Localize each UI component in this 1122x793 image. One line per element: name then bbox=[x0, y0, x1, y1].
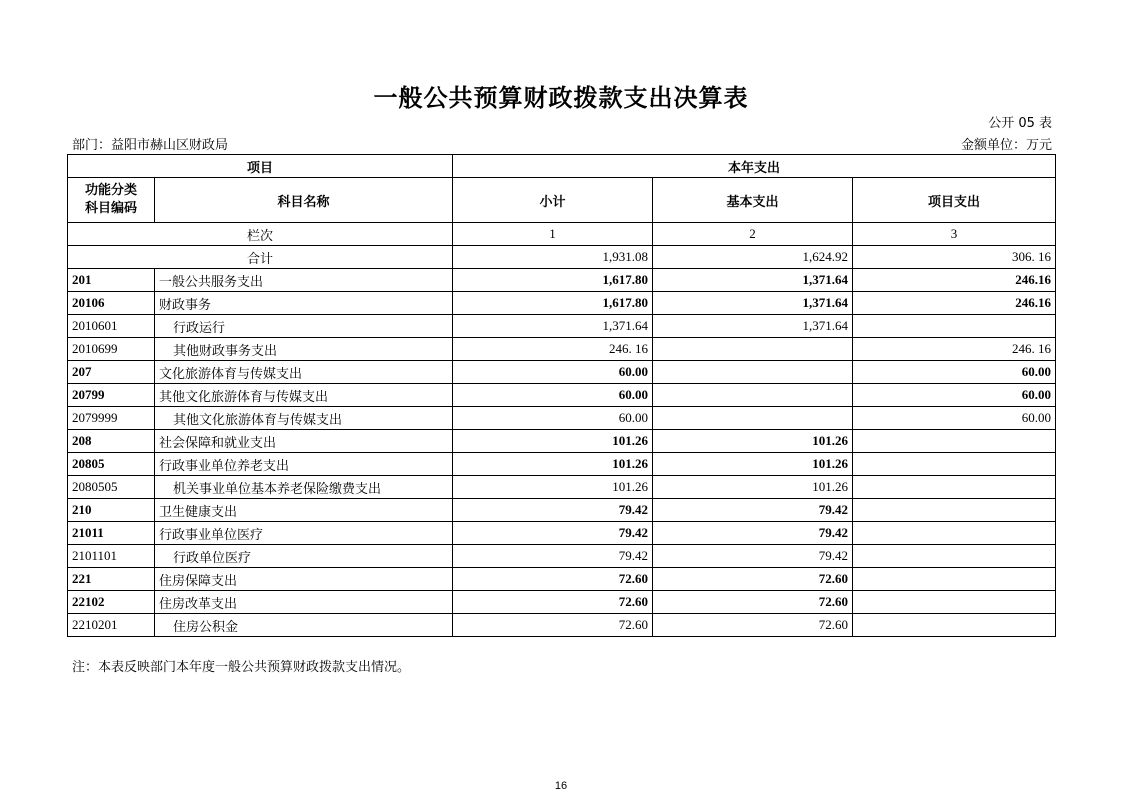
total-row bbox=[68, 246, 1056, 269]
row-subtotal: 101.26 bbox=[453, 430, 653, 453]
row-name: 住房公积金 bbox=[155, 614, 453, 637]
header-subtotal: 小计 bbox=[453, 178, 653, 223]
table-row bbox=[68, 568, 1056, 591]
row-name: 机关事业单位基本养老保险缴费支出 bbox=[155, 476, 453, 499]
header-item: 项目 bbox=[68, 155, 453, 178]
row-project bbox=[853, 499, 1056, 522]
table-row bbox=[68, 315, 1056, 338]
row-code: 2080505 bbox=[68, 476, 155, 499]
header-code: 功能分类 科目编码 bbox=[68, 178, 155, 223]
row-project bbox=[853, 522, 1056, 545]
table-row bbox=[68, 591, 1056, 614]
header-name: 科目名称 bbox=[155, 178, 453, 223]
row-basic: 72.60 bbox=[653, 568, 853, 591]
table-row bbox=[68, 545, 1056, 568]
row-subtotal: 79.42 bbox=[453, 522, 653, 545]
header-current-year: 本年支出 bbox=[453, 155, 1056, 178]
row-name: 社会保障和就业支出 bbox=[155, 430, 453, 453]
total-project: 306. 16 bbox=[853, 246, 1056, 269]
table-row bbox=[68, 361, 1056, 384]
row-project bbox=[853, 614, 1056, 637]
row-code: 22102 bbox=[68, 591, 155, 614]
row-code: 207 bbox=[68, 361, 155, 384]
column-index-2: 2 bbox=[653, 223, 853, 246]
row-code: 20106 bbox=[68, 292, 155, 315]
row-subtotal: 1,617.80 bbox=[453, 269, 653, 292]
row-project: 60.00 bbox=[853, 384, 1056, 407]
row-subtotal: 79.42 bbox=[453, 499, 653, 522]
row-project: 246.16 bbox=[853, 292, 1056, 315]
row-name: 住房保障支出 bbox=[155, 568, 453, 591]
row-name: 其他文化旅游体育与传媒支出 bbox=[155, 407, 453, 430]
column-index-3: 3 bbox=[853, 223, 1056, 246]
row-name: 行政事业单位养老支出 bbox=[155, 453, 453, 476]
row-subtotal: 72.60 bbox=[453, 614, 653, 637]
row-project bbox=[853, 453, 1056, 476]
header-basic: 基本支出 bbox=[653, 178, 853, 223]
row-code: 210 bbox=[68, 499, 155, 522]
row-name: 卫生健康支出 bbox=[155, 499, 453, 522]
row-subtotal: 101.26 bbox=[453, 476, 653, 499]
table-row bbox=[68, 292, 1056, 315]
row-basic bbox=[653, 384, 853, 407]
row-project: 246.16 bbox=[853, 269, 1056, 292]
row-project bbox=[853, 591, 1056, 614]
row-name: 文化旅游体育与传媒支出 bbox=[155, 361, 453, 384]
row-subtotal: 79.42 bbox=[453, 545, 653, 568]
row-basic: 79.42 bbox=[653, 545, 853, 568]
row-name: 财政事务 bbox=[155, 292, 453, 315]
row-code: 208 bbox=[68, 430, 155, 453]
row-name: 行政运行 bbox=[155, 315, 453, 338]
footnote: 注：本表反映部门本年度一般公共预算财政拨款支出情况。 bbox=[72, 660, 411, 675]
table-row bbox=[68, 476, 1056, 499]
row-subtotal: 60.00 bbox=[453, 407, 653, 430]
row-basic: 79.42 bbox=[653, 522, 853, 545]
row-subtotal: 246. 16 bbox=[453, 338, 653, 361]
page-title: 一般公共预算财政拨款支出决算表 bbox=[373, 84, 749, 112]
row-basic: 72.60 bbox=[653, 591, 853, 614]
row-subtotal: 60.00 bbox=[453, 361, 653, 384]
row-basic: 1,371.64 bbox=[653, 269, 853, 292]
row-basic bbox=[653, 338, 853, 361]
row-subtotal: 72.60 bbox=[453, 568, 653, 591]
table-row bbox=[68, 430, 1056, 453]
row-basic: 79.42 bbox=[653, 499, 853, 522]
row-code: 2079999 bbox=[68, 407, 155, 430]
table-number: 公开 05 表 bbox=[988, 116, 1052, 131]
row-code: 2010699 bbox=[68, 338, 155, 361]
table-row bbox=[68, 522, 1056, 545]
table-row bbox=[68, 499, 1056, 522]
total-subtotal: 1,931.08 bbox=[453, 246, 653, 269]
row-name: 一般公共服务支出 bbox=[155, 269, 453, 292]
row-name: 行政事业单位医疗 bbox=[155, 522, 453, 545]
row-project bbox=[853, 545, 1056, 568]
row-subtotal: 60.00 bbox=[453, 384, 653, 407]
row-code: 221 bbox=[68, 568, 155, 591]
row-basic: 1,371.64 bbox=[653, 315, 853, 338]
row-basic: 1,371.64 bbox=[653, 292, 853, 315]
department-label: 部门：益阳市赫山区财政局 bbox=[72, 138, 229, 153]
page-number: 16 bbox=[554, 780, 568, 792]
row-basic: 72.60 bbox=[653, 614, 853, 637]
column-index-label: 栏次 bbox=[68, 223, 453, 246]
row-name: 行政单位医疗 bbox=[155, 545, 453, 568]
row-subtotal: 1,371.64 bbox=[453, 315, 653, 338]
row-code: 2010601 bbox=[68, 315, 155, 338]
table-row bbox=[68, 269, 1056, 292]
row-subtotal: 72.60 bbox=[453, 591, 653, 614]
row-project bbox=[853, 476, 1056, 499]
header-row-2 bbox=[68, 178, 1056, 223]
row-code: 20805 bbox=[68, 453, 155, 476]
row-basic: 101.26 bbox=[653, 430, 853, 453]
row-code: 20799 bbox=[68, 384, 155, 407]
table-row bbox=[68, 614, 1056, 637]
row-code: 201 bbox=[68, 269, 155, 292]
row-basic bbox=[653, 407, 853, 430]
row-project: 60.00 bbox=[853, 361, 1056, 384]
row-project bbox=[853, 315, 1056, 338]
column-index-1: 1 bbox=[453, 223, 653, 246]
table-row bbox=[68, 384, 1056, 407]
unit-label: 金额单位：万元 bbox=[960, 138, 1052, 153]
expenditure-table bbox=[67, 154, 1056, 637]
row-basic: 101.26 bbox=[653, 453, 853, 476]
row-name: 住房改革支出 bbox=[155, 591, 453, 614]
row-code: 21011 bbox=[68, 522, 155, 545]
header-project: 项目支出 bbox=[853, 178, 1056, 223]
row-basic bbox=[653, 361, 853, 384]
row-code: 2210201 bbox=[68, 614, 155, 637]
row-project: 60.00 bbox=[853, 407, 1056, 430]
row-project bbox=[853, 568, 1056, 591]
row-code: 2101101 bbox=[68, 545, 155, 568]
column-index-row bbox=[68, 223, 1056, 246]
row-project bbox=[853, 430, 1056, 453]
table-row bbox=[68, 338, 1056, 361]
row-project: 246. 16 bbox=[853, 338, 1056, 361]
row-subtotal: 101.26 bbox=[453, 453, 653, 476]
row-basic: 101.26 bbox=[653, 476, 853, 499]
header-row-1 bbox=[68, 155, 1056, 178]
table-row bbox=[68, 407, 1056, 430]
table-row bbox=[68, 453, 1056, 476]
row-name: 其他文化旅游体育与传媒支出 bbox=[155, 384, 453, 407]
total-label: 合计 bbox=[68, 246, 453, 269]
row-subtotal: 1,617.80 bbox=[453, 292, 653, 315]
row-name: 其他财政事务支出 bbox=[155, 338, 453, 361]
total-basic: 1,624.92 bbox=[653, 246, 853, 269]
